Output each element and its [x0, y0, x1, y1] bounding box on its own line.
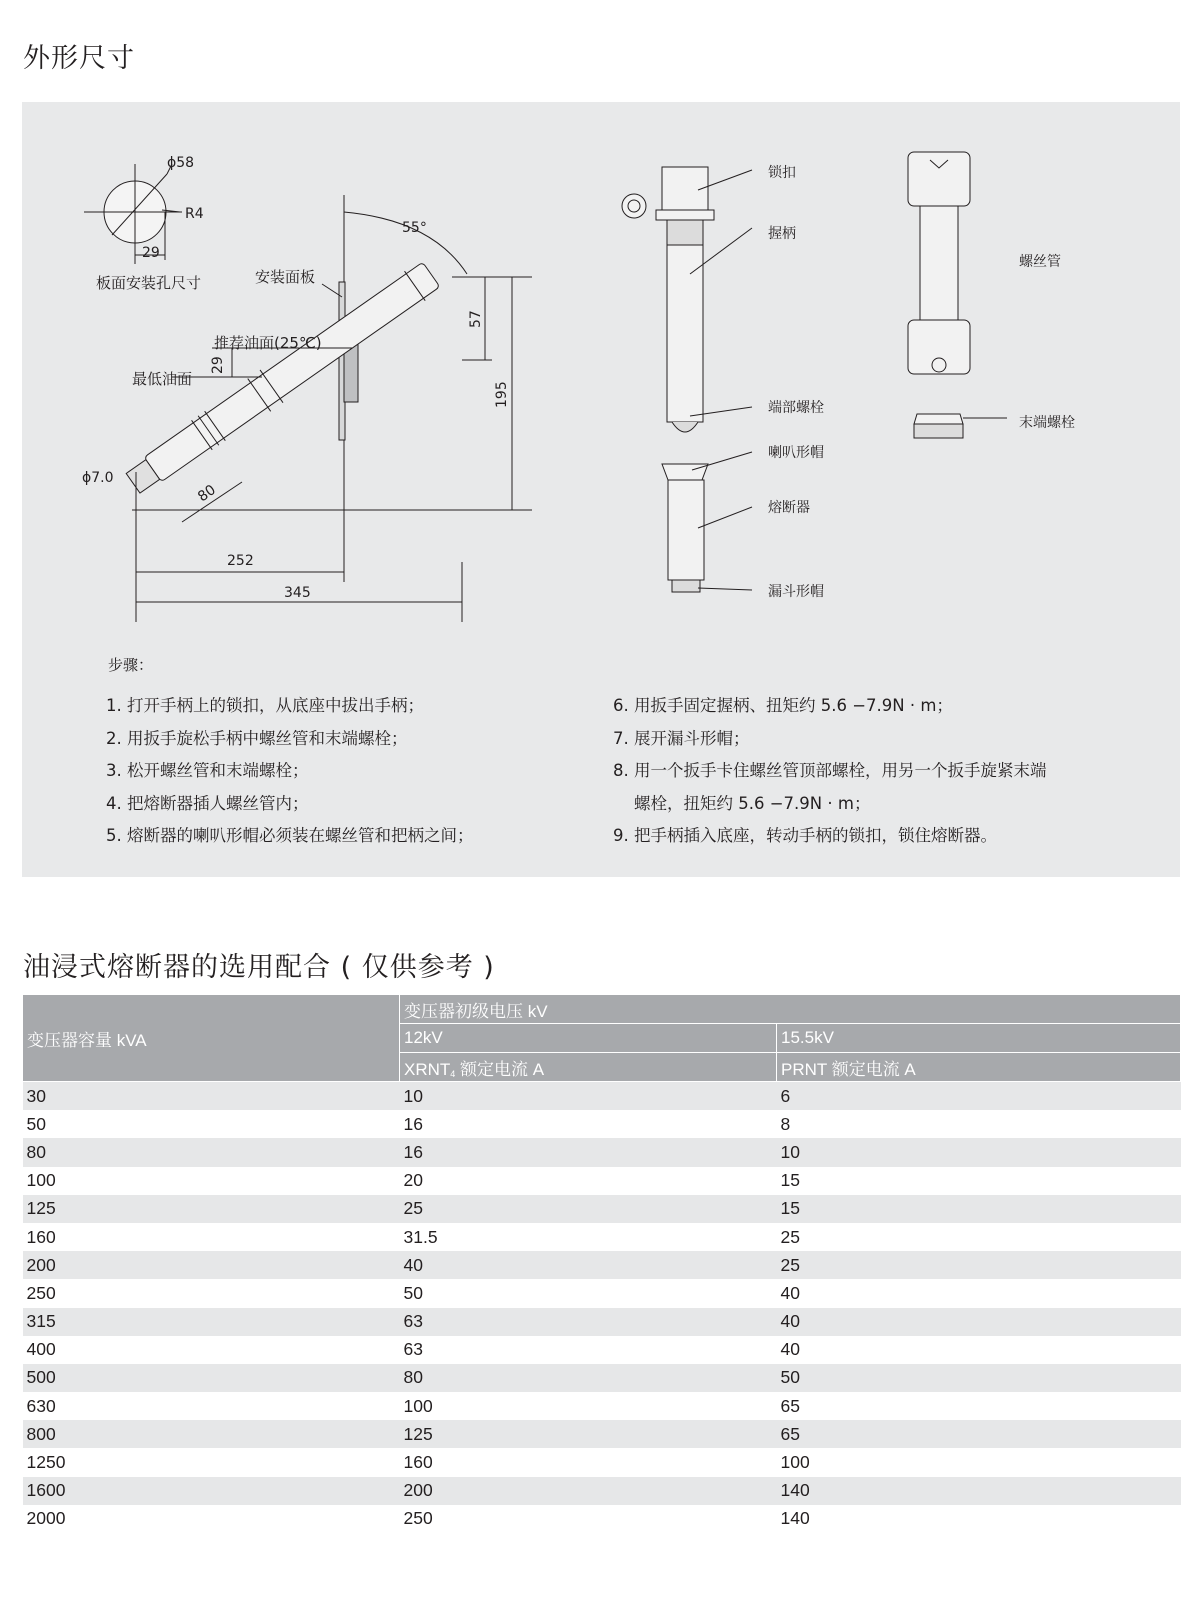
table-row: 500 80 50	[23, 1364, 1181, 1392]
header-15-5kv: 15.5kV	[777, 1024, 1181, 1053]
table-row: 315 63 40	[23, 1308, 1181, 1336]
step-1: 1. 打开手柄上的锁扣，从底座中拔出手柄；	[106, 696, 424, 715]
angle-label: 55°	[402, 220, 427, 236]
fuse-selection-table	[22, 994, 1181, 1533]
step-4: 4. 把熔断器插人螺丝管内；	[106, 793, 309, 813]
step-6: 6. 用扳手固定握柄、扭矩约 5.6 −7.9N · m；	[613, 696, 953, 715]
dim-29-label: 29	[210, 356, 226, 374]
part-handle-label: 握柄	[768, 226, 796, 242]
dim-345-label: 345	[284, 585, 311, 601]
steps-left-column	[106, 690, 626, 853]
table-row: 400 63 40	[23, 1336, 1181, 1364]
part-screw-tube-label: 螺丝管	[1019, 254, 1061, 270]
step-8: 8. 用一个扳手卡住螺丝管顶部螺栓，用另一个扳手旋紧末端	[613, 761, 1047, 780]
step-2: 2. 用扳手旋松手柄中螺丝管和末端螺栓；	[106, 728, 408, 748]
dim-80-label: 80	[195, 481, 219, 506]
table-row: 800 125 65	[23, 1420, 1181, 1448]
part-fuse-label: 熔断器	[768, 500, 810, 516]
table-row: 30 10 6	[23, 1082, 1181, 1111]
dim-252-label: 252	[227, 553, 254, 569]
dim-phi7-label: ϕ7.0	[82, 470, 114, 486]
table-row: 125 25 15	[23, 1195, 1181, 1223]
table-row: 250 50 40	[23, 1279, 1181, 1307]
step-3: 3. 松开螺丝管和末端螺栓；	[106, 761, 309, 780]
recommended-oil-label: 推荐油面(25℃)	[214, 334, 322, 352]
mounting-hole-drawing	[84, 164, 182, 264]
header-xrnt-current: $XRNT_4$ 额定电流 A	[400, 1053, 777, 1082]
steps-right-column	[613, 690, 1153, 853]
handle-assembly-drawing	[622, 167, 714, 592]
step-8-continued: 螺栓，扭矩约 5.6 −7.9N · m；	[634, 793, 871, 813]
step-7: 7. 展开漏斗形帽；	[613, 728, 750, 748]
hole-offset-label: 29	[142, 245, 160, 261]
dim-195-label: 195	[494, 381, 510, 408]
hole-diameter-label: ϕ58	[167, 155, 195, 171]
table-row: 100 20 15	[23, 1167, 1181, 1195]
part-end-bolt-label: 端部螺栓	[768, 400, 824, 416]
header-prnt-current: PRNT 额定电流 A	[777, 1053, 1181, 1082]
drawing-panel	[22, 102, 1180, 877]
table-row: 1250 160 100	[23, 1448, 1181, 1476]
part-horn-cap-label: 喇叭形帽	[768, 445, 824, 461]
section-title-selection: 油浸式熔断器的选用配合 ( 仅供参考 )	[23, 952, 495, 983]
dim-57-label: 57	[468, 310, 484, 328]
table-row: 80 16 10	[23, 1138, 1181, 1166]
min-oil-label: 最低油面	[132, 370, 193, 388]
table-row: 200 40 25	[23, 1251, 1181, 1279]
part-funnel-cap-label: 漏斗形帽	[768, 584, 824, 600]
steps-heading: 步骤：	[108, 656, 154, 674]
step-9: 9. 把手柄插入底座，转动手柄的锁扣，锁住熔断器。	[613, 826, 997, 845]
part-lock-label: 锁扣	[768, 165, 796, 181]
section-title-dimensions: 外形尺寸	[23, 43, 135, 74]
tail-bolt-drawing	[914, 414, 1007, 438]
header-capacity: 变压器容量 kVA	[23, 995, 400, 1082]
table-row: 2000 250 140	[23, 1505, 1181, 1533]
table-row: 50 16 8	[23, 1110, 1181, 1138]
hole-radius-label: R4	[185, 206, 204, 222]
screw-tube-drawing	[908, 152, 970, 374]
hole-caption: 板面安装孔尺寸	[96, 274, 202, 292]
table-row: 630 100 65	[23, 1392, 1181, 1420]
table-row: 1600 200 140	[23, 1477, 1181, 1505]
panel-label: 安装面板	[255, 268, 316, 286]
part-tail-bolt-label: 末端螺栓	[1019, 415, 1075, 431]
table-row: 160 31.5 25	[23, 1223, 1181, 1251]
step-5: 5. 熔断器的喇叭形帽必须装在螺丝管和把柄之间；	[106, 826, 474, 845]
header-12kv: 12kV	[400, 1024, 777, 1053]
header-primary-voltage: 变压器初级电压 kV	[400, 995, 1181, 1024]
